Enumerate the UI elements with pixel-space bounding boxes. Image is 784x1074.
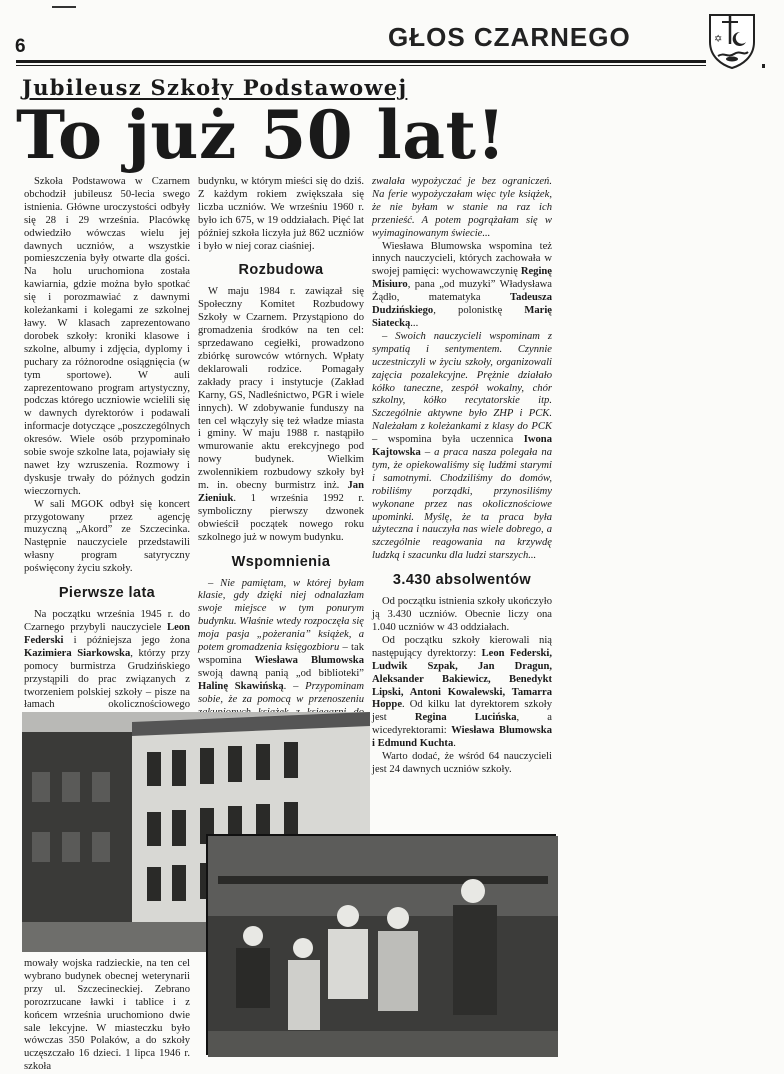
paragraph: W maju 1984 r. zawiązał się Społeczny Komitet Rozbudowy Szkoły w Czarnem. Przystąpiono do gromadzenia środków na ten cel: sprzedawano cegiełki, prowadzono zbiórkę surowców wtórnych. Wpłaty deklarowali rodzice. Pomagały zakłady pracy i instytucje (Zakład Karny, GS, Nadleśnictwo, PGR i wiele innych). W zdobywanie funduszy na ten cel włączyły się też władze miasta i gminy. W maju 1988 r. nastąpiło wmurowanie aktu erekcyjnego pod nowy budynek. Wielkim zwolennikiem rozbudowy szkoły był m. in. obecny burmistrz inż. Jan Zieniuk. 1 września 1992 r. symboliczny pierwszy dzwonek obwieścił początek nowego roku szkolnego już w nowym budynku. (198, 286, 364, 543)
town-crest-icon (706, 12, 758, 70)
paragraph: – Nie pamiętam, w której byłam klasie, gdy dzięki niej odnalazłam swoje miejsce w tym ponurym budynku. Właśnie wtedy rozpoczęła się moja pasja „pożerania” książek, a potem gromadzenia księgozbioru – tak wspomina Wiesława Blumowska swoją dawną panią „od biblioteki” Halinę Skawińską. – Przypominam sobie, że za pomocą w przenoszeniu (198, 577, 365, 705)
paragraph: Szkoła Podstawowa w Czarnem obchodził jubileusz 50-lecia swego istnienia. Główne uroczystości odbyły się 28 i 29 września. Placówkę odwiedziło wówczas wielu jej dawnych uczniów, a wszystkie pomieszczenia były otwarte dla gości. Na holu uruchomiona została kawiarnia, gdzie można było spotkać się i porozmawiać z dawnymi koleżankami i kolegami ze szkolnej ławy. W klasach zaprezentowano dorobek szkoły: kroniki klasowe i szkolne, albumy i zdjęcia, dyplomy i puchary za różnorodne osiągnięcia (w tym sportowe). W auli zaprezentowano program artystyczny, podczas którego uczniowie wcielili się w dawnych dyrektorów i podawali informacje dotyczące „poszczególnych okresów. Wiele osób przypominało sobie swoje szkolne lata, pojawiały się nawet łzy wzruszenia. Rozmowy i dyskusje trwały do późnych godzin wieczornych. (24, 176, 190, 497)
svg-text:✡: ✡ (714, 34, 723, 45)
paragraph: – Swoich nauczycieli wspominam z sympatią i sentymentem. Czynnie uczestniczyli w życiu szkoły, organizowali zajęcia pozalekcyjne. Prężnie działało kółko taneczne, zespół wokalny, chór szkolny, kółko recytatorskie itp. Szczególnie aktywne było ZHP i PCK. Należałam z koleżankami z klasy do PCK – wspomina była uczennica Iwona Kajtowska – a praca nasza polegała na tym, że opiekowaliśmy się ludźmi starymi i samotnymi. Chodziliśmy do domów, robiliśmy porządki, przynosiliśmy wykonane przez nas okolicznościowe upominki. Myślę, że ta praca była użyteczna i nauczyła nas wiele dobrego, a szczególnie reagowania na krzywdę ludzką i szacunku dla ludzi starszych... (372, 330, 552, 562)
page-number: 6 (15, 36, 26, 57)
paragraph: zwalała wypożyczać je bez ograniczeń. Na ferie wypożyczałam więc tyle książek, że nie byłam w stanie na raz ich przenieść. A potem pogrążałam się w wyimaginowanym świecie... (372, 176, 552, 239)
article-kicker: Jubileusz Szkoły Podstawowej (22, 75, 408, 100)
article-headline: To już 50 lat! (16, 96, 506, 174)
scan-mark (762, 64, 765, 68)
subheading-wspomnienia: Wspomnienia (231, 553, 331, 570)
paragraph: Warto dodać, że wśród 64 nauczycieli jest 24 dawnych uczniów szkoły. (372, 751, 552, 775)
subheading-pierwsze-lata: Pierwsze lata (58, 585, 156, 602)
paragraph: Na początku września 1945 r. do Czarnego przybyli nauczyciele Leon Federski i późniejsza jego żona Kazimiera Siarkowska, którzy przy pomocy burmistrza Grudzińskiego przystąpili do prac związanych z tworzeniem polskiej szkoły – pisze na łamach okolicznościowego (24, 609, 190, 711)
paragraph: Od początku szkoły kierowali nią następujący dyrektorzy: Leon Federski, Ludwik Szpak, Jan Dragun, Aleksander Bakiewicz, Benedykt Lipski, Antoni Kowalewski, Tamarra Hoppe. Od kilku lat dyrektorem szkoły jest Regina Lucińska, a wicedyrektorami: Wiesława Blumowska i Edmund Kuchta. (372, 634, 552, 750)
paragraph: mowały wojska radzieckie, na ten cel wybrano budynek obecnej weterynarii przy ul. Szczecineckiej. Zebrano porozrzucane ławki i tablice i z końcem września uruchomiono dwie sale lekcyjne. W miasteczku było wówczas 350 Polaków, a do szkoły uczęszczało 16 dzieci. 1 lipca 1946 r. szkoła (24, 958, 190, 1073)
paragraph: Od początku istnienia szkoły ukończyło ją 3.430 uczniów. Obecnie liczy ona 1.040 uczniów w 43 oddziałach. (372, 596, 552, 633)
article-column-3 (372, 176, 552, 777)
header-rule-thin (16, 65, 706, 66)
article-column-2 (198, 176, 364, 732)
article-column-1 (24, 176, 190, 751)
top-rule-mark (52, 6, 76, 8)
paragraph: budynku, w którym mieści się do dziś. Z każdym rokiem zwiększała się liczba uczniów. We wrześniu 1960 r. było ich 675, w 19 oddziałach. Pięć lat później szkoła liczyła już 862 uczniów i było w niej coraz ciaśniej. (198, 176, 364, 252)
subheading-rozbudowa: Rozbudowa (238, 262, 324, 279)
masthead: GŁOS CZARNEGO (388, 22, 631, 52)
article-column-1-continued (24, 958, 190, 1074)
header-rule (16, 60, 706, 63)
children-group-photo (206, 834, 556, 1055)
paragraph: Wiesława Blumowska wspomina też innych nauczycieli, których zachowała w swojej pamięci: wychowawczynię Reginę Misiuro, pana „od muzyki” Władysława Żądło, matematyka Tadeusza Dudzińskiego, polonistkę Marię Siatecką... (372, 240, 552, 329)
paragraph: W sali MGOK odbył się koncert przygotowany przez agencję muzyczną „Akord” ze Szczecinka. Następnie nauczyciele przedstawili własny program satyryczny poświęcony życiu szkoły. (24, 498, 190, 575)
subheading-absolwentow: 3.430 absolwentów (392, 572, 532, 589)
